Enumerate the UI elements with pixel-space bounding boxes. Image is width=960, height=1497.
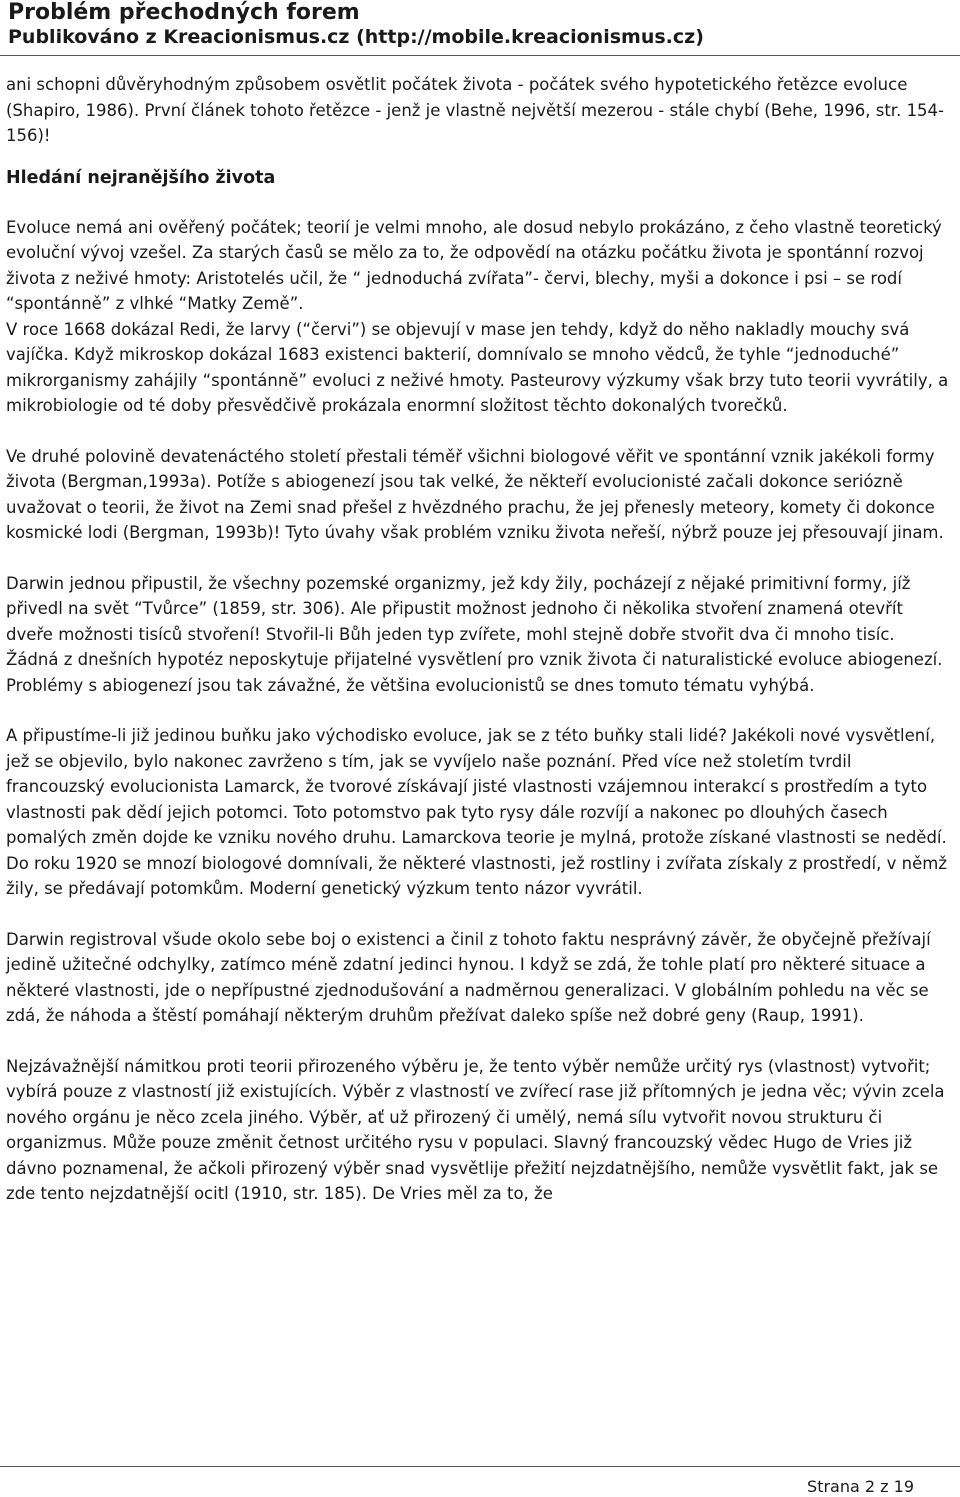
paragraph-2: V roce 1668 dokázal Redi, že larvy (“červi”) se objevují v mase jen tehdy, když do něho nakladly mouchy svá vajíčka. Když mikroskop dokázal 1683 existenci bakterií, domnívalo se mnoho vědců, že tyhle “jednoduché” mikrorganismy zahájily “spontánně” evoluci z neživé hmoty. Pasteurovy výzkumy však brzy tuto teorii vyvrátily, a mikrobiologie od té doby přesvědčivě prokázala enormní složitost těchto dokonalých tvorečků. [6, 319, 949, 415]
paragraph-5: A připustíme-li již jedinou buňku jako východisko evoluce, jak se z této buňky stali lidé? Jakékoli nové vysvětlení, jež se objevilo, bylo nakonec zavrženo s tím, jak se vyvíjelo naše poznání. Před více než stoletím tvrdil francouzský evolucionista Lamarck, že tvorové získávají jisté vlastnosti vzájemnou interakcí s prostředím a tyto vlastnosti pak dědí jejich potomci. Toto potomstvo pak tyto rysy dále rozvíjí a nakonec po dlouhých časech pomalých změn dojde ke vzniku nového druhu. Lamarckova teorie je mylná, protože získané vlastnosti se nedědí. Do roku 1920 se mnozí biologové domnívali, že některé vlastnosti, jež rostliny i zvířata získaly z prostředí, v němž žily, se předávají potomkům. Moderní genetický výzkum tento názor vyvrátil. [6, 726, 947, 898]
paragraph-6: Darwin registroval všude okolo sebe boj o existenci a činil z tohoto faktu nesprávný závěr, že obyčejně přežívají jedině užitečné odchylky, zatímco méně zdatní jedinci hynou. I když se zdá, že tohle platí pro některé situace a některé vlastnosti, jde o nepřípustné zjednodušování a nadměrnou generalizaci. V globálním pohledu na věc se zdá, že náhoda a štěstí pomáhají některým druhům přežívat daleko spíše než dobré geny (Raup, 1991). [6, 929, 931, 1025]
intro-paragraph: ani schopni důvěryhodným způsobem osvětlit počátek života - počátek svého hypotetického řetězce evoluce (Shapiro, 1986). První článek tohoto řetězce - jenž je vlastně největší mezerou - stále chybí (Behe, 1996, str. 154-156)! [6, 75, 945, 145]
paragraph-7: Nejzávažnější námitkou proti teorii přirozeného výběru je, že tento výběr nemůže určitý rys (vlastnost) vytvořit; vybírá pouze z vlastností již existujících. Výběr z vlastností ve zvířecí rase již přítomných je jedna věc; vývin zcela nového orgánu je něco zcela jiného. Výběr, ať už přirozený či umělý, nemá sílu vytvořit novou strukturu či organizmus. Může pouze změnit četnost určitého rysu v populaci. Slavný francouzský vědec Hugo de Vries již dávno poznamenal, že ačkoli přirozený výběr snad vysvětlije přežití nejzdatnějšího, nemůže vysvětlit fakt, jak se zde tento nejzdatnější ocitl (1910, str. 185). De Vries měl za to, že [6, 1056, 945, 1203]
paragraph-4: Darwin jednou připustil, že všechny pozemské organizmy, jež kdy žily, pocházejí z nějaké primitivní formy, jíž přivedl na svět “Tvůrce” (1859, str. 306). Ale připustit možnost jednoho či několika stvoření znamená otevřít dveře možnosti tisíců stvoření! Stvořil-li Bůh jeden typ zvířete, mohl stejně dobře stvořit dva či mnoho tisíc. Žádná z dnešních hypotéz neposkytuje přijatelné vysvětlení pro vznik života či naturalistické evoluce abiogenezí. Problémy s abiogenezí jsou tak závažné, že většina evolucionistů se dnes tomuto tématu vyhýbá. [6, 573, 943, 695]
section-heading: Hledání nejranějšího života [6, 167, 276, 188]
article-body [6, 72, 952, 1207]
header-divider [0, 55, 960, 56]
document-title: Problém přechodných forem [8, 0, 360, 25]
page-header [8, 0, 952, 48]
page-number: Strana 2 z 19 [807, 1477, 914, 1496]
footer-divider [0, 1466, 960, 1467]
paragraph-1: Evoluce nemá ani ověřený počátek; teorií je velmi mnoho, ale dosud nebylo prokázáno, z čeho vlastně teoretický evoluční vývoj vzešel. Za starých časů se mělo za to, že odpovědí na otázku počátku života je spontánní rozvoj života z neživé hmoty: Aristotelés učil, že “ jednoduchá zvířata”- červi, blechy, myši a dokonce i psi – se rodí “spontánně” z vlhké “Matky Země”. [6, 217, 942, 313]
paragraph-3: Ve druhé polovině devatenáctého století přestali téměř všichni biologové věřit ve spontánní vznik jakékoli formy života (Bergman,1993a). Potíže s abiogenezí jsou tak velké, že někteří evolucionisté začali dokonce seriózně uvažovat o teorii, že život na Zemi snad přešel z hvězdného prachu, že jej přenesly meteory, komety či dokonce kosmické lodi (Bergman, 1993b)! Tyto úvahy však problém vzniku života neřeší, nýbrž pouze jej přesouvají jinam. [6, 446, 944, 542]
published-from-line: Publikováno z Kreacionismus.cz (http://mobile.kreacionismus.cz) [8, 26, 704, 48]
